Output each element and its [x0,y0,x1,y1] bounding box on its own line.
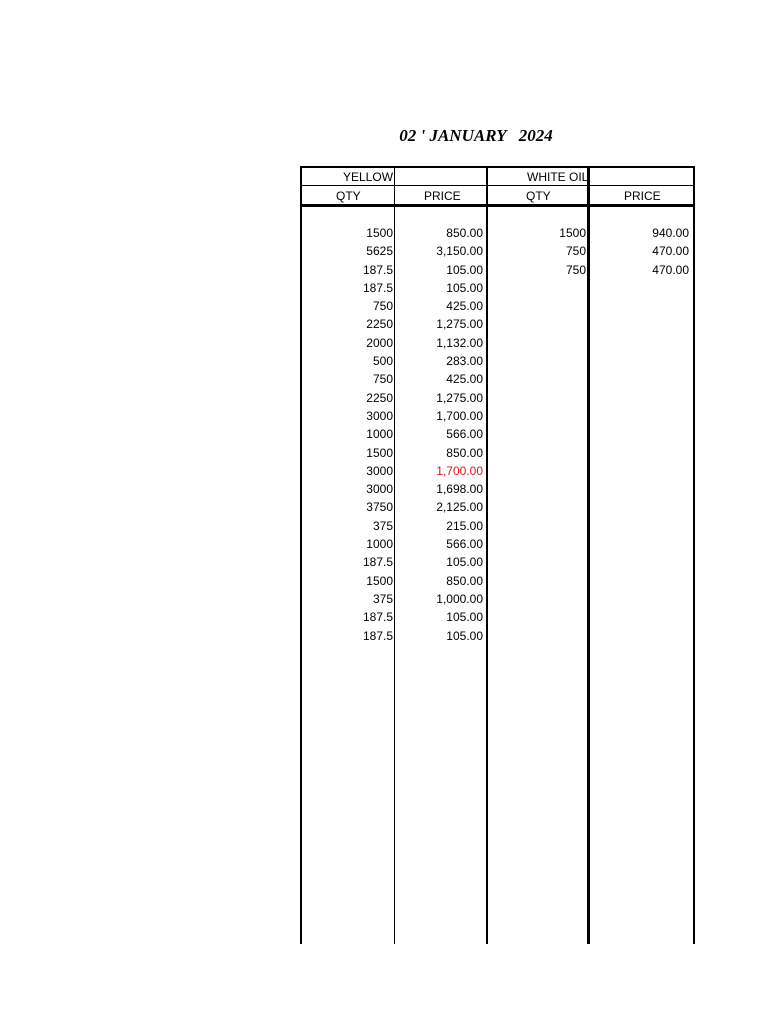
yellow-qty-cell: 500 [372,354,393,369]
table-row [300,517,695,535]
yellow-price-cell: 215.00 [446,518,483,533]
yellow-price-cell: 3,150.00 [436,244,483,259]
yellow-qty-cell: 187.5 [362,280,393,295]
yellow-qty-cell: 187.5 [362,610,393,625]
white-oil-qty-cell: 750 [565,262,586,277]
yellow-qty-cell: 2250 [366,390,393,405]
yellow-price-cell: 105.00 [446,628,483,643]
yellow-qty-cell: 375 [372,518,393,533]
yellow-price-cell: 850.00 [446,573,483,588]
table-row [300,389,695,407]
table-row [300,279,695,297]
table-row [300,297,695,315]
group-white-oil-label: WHITE OIL [527,170,589,184]
yellow-qty-cell: 187.5 [362,628,393,643]
yellow-price-cell: 850.00 [446,445,483,460]
yellow-price-cell: 425.00 [446,372,483,387]
yellow-price-cell: 105.00 [446,555,483,570]
yellow-price-cell: 1,698.00 [436,482,483,497]
yellow-qty-cell: 1500 [366,445,393,460]
table-row [300,462,695,480]
yellow-qty-cell: 750 [372,372,393,387]
ledger-table [300,166,695,944]
yellow-qty-cell: 3750 [366,500,393,515]
yellow-qty-cell: 187.5 [362,555,393,570]
yellow-qty-cell: 187.5 [362,262,393,277]
yellow-qty-cell: 5625 [366,244,393,259]
yellow-price-cell: 105.00 [446,610,483,625]
page-title: 02 ' JANUARY 2024 [399,126,553,145]
yellow-qty-cell: 2250 [366,317,393,332]
table-row [300,370,695,388]
table-row [300,590,695,608]
table-body [300,224,695,645]
column-header-yellow-qty: QTY [336,189,361,203]
yellow-price-cell: 850.00 [446,226,483,240]
yellow-price-cell: 566.00 [446,427,483,442]
yellow-qty-cell: 1500 [366,226,393,240]
table-row [300,444,695,462]
table-row [300,261,695,279]
column-header-yellow-price: PRICE [424,189,461,203]
table-row [300,535,695,553]
border-top [300,166,695,168]
table-row [300,224,695,242]
yellow-qty-cell: 1000 [366,537,393,552]
group-yellow-label: YELLOW [343,170,394,184]
column-header-white-price: PRICE [624,189,661,203]
table-row [300,480,695,498]
table-row [300,608,695,626]
table-row [300,498,695,516]
table-row [300,627,695,645]
border-header-bottom [300,204,695,207]
yellow-qty-cell: 1500 [366,573,393,588]
yellow-price-cell: 105.00 [446,262,483,277]
table-row [300,553,695,571]
table-row [300,572,695,590]
table-row [300,407,695,425]
border-header-mid [300,185,695,186]
white-oil-qty-cell: 1500 [559,226,586,240]
yellow-price-cell: 2,125.00 [436,500,483,515]
yellow-price-cell: 1,700.00 [436,408,483,423]
yellow-price-cell: 566.00 [446,537,483,552]
yellow-qty-cell: 375 [372,591,393,606]
yellow-qty-cell: 3000 [366,408,393,423]
yellow-price-cell: 1,275.00 [436,317,483,332]
table-row [300,315,695,333]
yellow-price-cell: 1,000.00 [436,591,483,606]
table-row [300,242,695,260]
yellow-qty-cell: 1000 [366,427,393,442]
yellow-price-cell: 283.00 [446,354,483,369]
yellow-price-cell: 425.00 [446,299,483,314]
white-oil-price-cell: 470.00 [652,244,689,259]
yellow-qty-cell: 750 [372,299,393,314]
yellow-price-cell: 1,700.00 [436,463,483,478]
white-oil-qty-cell: 750 [565,244,586,259]
yellow-price-cell: 1,275.00 [436,390,483,405]
table-row [300,425,695,443]
table-row [300,334,695,352]
yellow-price-cell: 105.00 [446,280,483,295]
yellow-qty-cell: 3000 [366,463,393,478]
column-header-white-qty: QTY [526,189,551,203]
yellow-qty-cell: 2000 [366,335,393,350]
table-row [300,352,695,370]
white-oil-price-cell: 940.00 [652,226,689,240]
yellow-price-cell: 1,132.00 [436,335,483,350]
yellow-qty-cell: 3000 [366,482,393,497]
white-oil-price-cell: 470.00 [652,262,689,277]
